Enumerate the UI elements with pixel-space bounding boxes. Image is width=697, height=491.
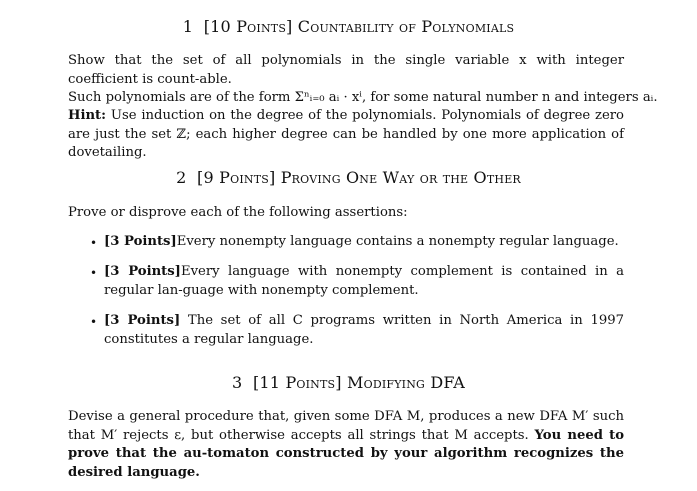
section-1-title: Countability of Polynomials <box>297 17 515 36</box>
assertion-3-points: [3 Points] <box>104 313 181 328</box>
section-1-form-prefix: Such polynomials are of the form <box>68 90 291 105</box>
section-3-body <box>68 408 624 482</box>
section-1-intro <box>68 52 624 89</box>
assertion-2-points: [3 Points] <box>104 264 181 279</box>
assertion-item-3 <box>104 312 624 349</box>
section-1-intro-text: Show that the set of all polynomials in the single variable x with integer coefficient is count-able. <box>68 53 624 87</box>
section-3-points: [11 Points] <box>252 373 342 392</box>
bullet-dot-3: • <box>90 315 98 329</box>
section-2-points: [9 Points] <box>197 168 276 187</box>
section-1-hint <box>68 107 624 163</box>
section-1-hint-label: Hint: <box>68 108 107 123</box>
section-2-intro-text: Prove or disprove each of the following assertions: <box>68 205 408 220</box>
section-1-form-suffix: , for some natural number n and integers aᵢ. <box>361 90 658 105</box>
section-1-form-formula: Σⁿᵢ₌₀ aᵢ · xⁱ <box>294 90 362 105</box>
section-3-bold-text: You need to prove that the au-tomaton constructed by your algorithm recognizes the desired language. <box>68 427 625 480</box>
section-1-hint-text: Use induction on the degree of the polynomials. Polynomials of degree zero are just the set ℤ; each higher degree can be handled by one more application of dovetailing. <box>68 108 624 161</box>
section-2-intro <box>68 204 624 223</box>
section-3-title: Modifying DFA <box>347 373 466 392</box>
section-2-number: 2 <box>176 168 187 187</box>
assertion-1-points: [3 Points] <box>104 234 177 249</box>
section-1-number: 1 <box>182 17 194 36</box>
assertion-1-text: Every nonempty language contains a nonempty regular language. <box>176 234 619 249</box>
bullet-dot-1: • <box>90 236 98 250</box>
bullet-dot-2: • <box>90 266 98 280</box>
section-3-text: Devise a general procedure that, given some DFA M, produces a new DFA M′ such that M′ rejects ε, but otherwise accepts all strings that M accepts. <box>68 409 624 443</box>
assertion-2-text: Every language with nonempty complement is contained in a regular lan-guage with nonempty complement. <box>104 264 625 298</box>
assertion-3-text: The set of all C programs written in North America in 1997 constitutes a regular language. <box>104 313 625 347</box>
section-3-heading <box>0 373 697 392</box>
assertion-item-1 <box>104 233 624 252</box>
section-3-number: 3 <box>231 373 243 392</box>
assertion-item-2 <box>104 263 624 300</box>
section-2-heading <box>0 168 697 187</box>
section-2-title: Proving One Way or the Other <box>280 168 521 187</box>
section-1-heading <box>0 17 697 36</box>
section-1-form-line <box>68 89 658 108</box>
section-1-points: [10 Points] <box>203 17 293 36</box>
